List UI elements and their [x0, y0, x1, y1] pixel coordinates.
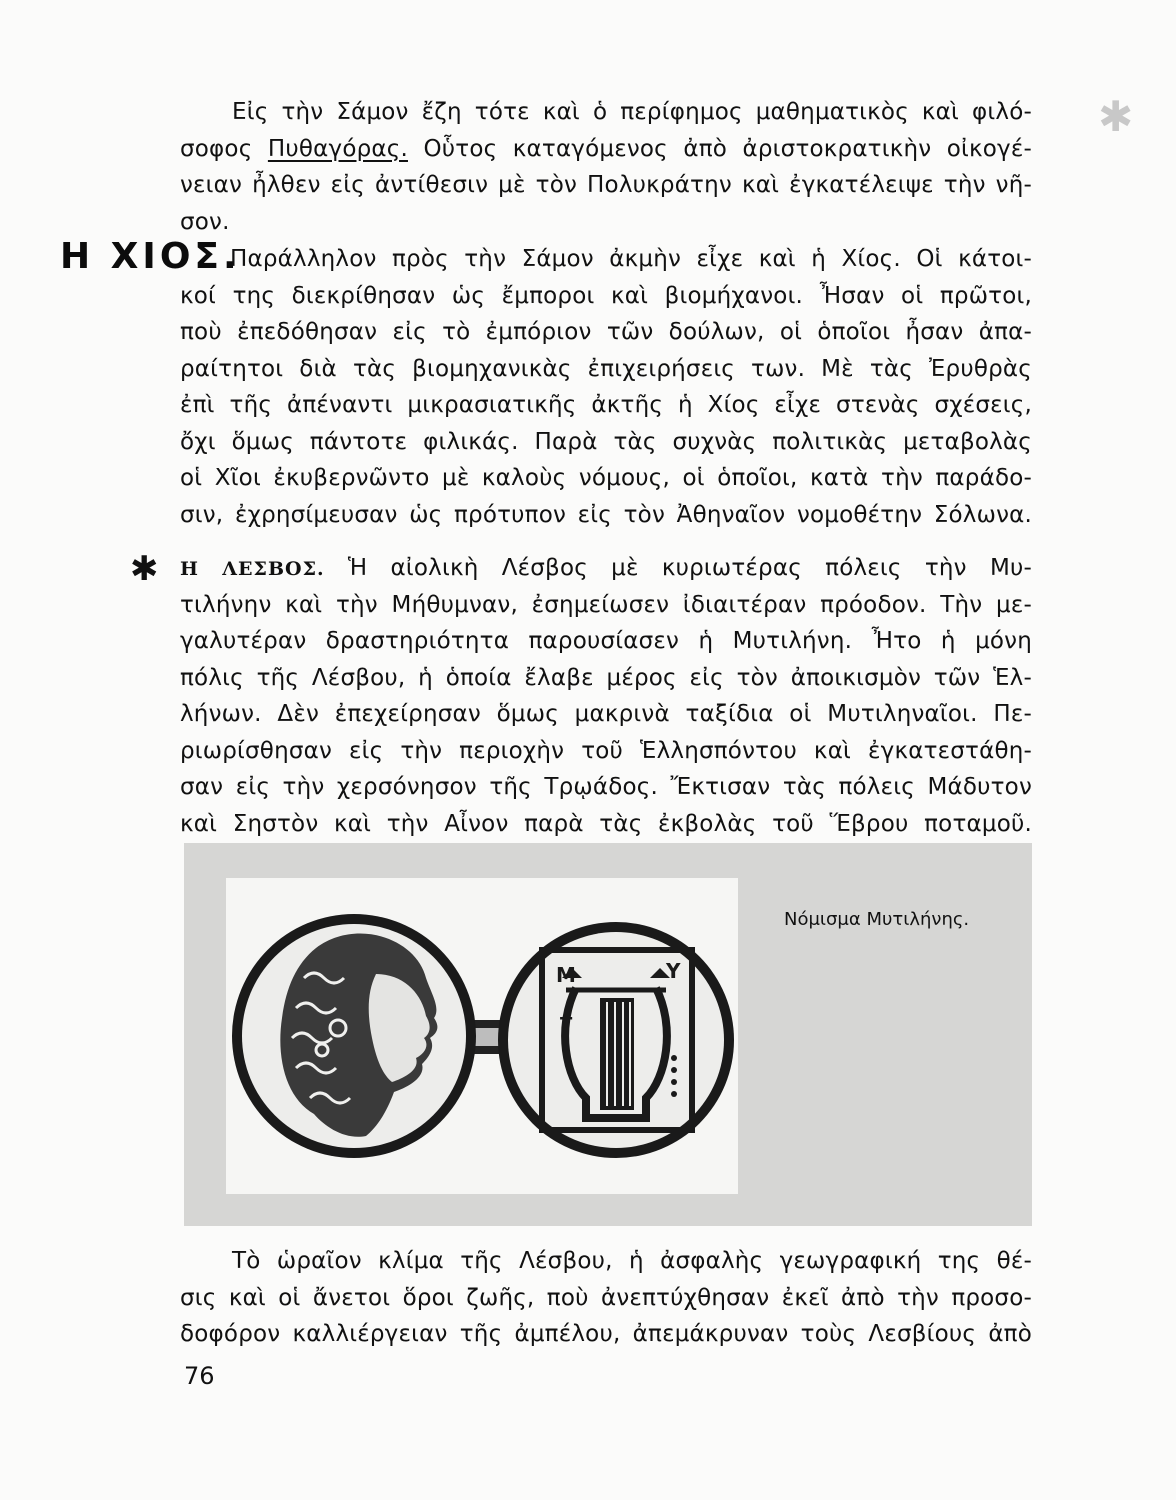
text-line: Παράλληλον πρὸς τὴν Σάμον ἀκμὴν εἶχε καὶ ἡ Χίος. Οἱ κάτοι- [230, 246, 1032, 272]
text-line: σιν, ἐχρησίμευσαν ὡς πρότυπον εἰς τὸν Ἀθηναῖον νομοθέτην Σόλωνα. [180, 501, 1032, 528]
paragraph-samos [180, 94, 1032, 240]
text-line: καὶ Σηστὸν καὶ τὴν Αἶνον παρὰ τὰς ἐκβολὰς τοῦ Ἕβρου ποταμοῦ. [180, 810, 1032, 837]
coin-obverse [232, 914, 476, 1158]
text-line: ἐπὶ τῆς ἀπέναντι μικρασιατικῆς ἀκτῆς ἡ Χίος εἶχε στενὰς σχέσεις, [180, 392, 1032, 418]
text-line: κοί της διεκρίθησαν ὡς ἔμποροι καὶ βιομήχανοι. Ἦσαν οἱ πρῶτοι, [180, 282, 1032, 309]
lesvos-heading: Η ΛΕΣΒΟΣ. [180, 558, 325, 580]
coin-reverse [498, 922, 734, 1158]
coin-inscription-left: Μ [556, 963, 576, 987]
underlined-name-pythagoras: Πυθαγόρας. [267, 135, 408, 162]
text-line: ραίτητοι διὰ τὰς βιομηχανικὰς ἐπιχειρήσεις των. Μὲ τὰς Ἐρυθρὰς [180, 355, 1032, 382]
text-line: δοφόρον καλλιέργειαν τῆς ἀμπέλου, ἀπεμάκρυναν τοὺς Λεσβίους ἀπὸ [180, 1321, 1032, 1347]
text-line: σις καὶ οἱ ἄνετοι ὅροι ζωῆς, ποὺ ἀνεπτύχθησαν ἐκεῖ ἀπὸ τὴν προσο- [180, 1284, 1032, 1311]
text-line: Εἰς τὴν Σάμον ἔζη τότε καὶ ὁ περίφημος μαθηματικὸς καὶ φιλό- [232, 99, 1032, 125]
coin-figure [184, 843, 1032, 1226]
paragraph-chios [230, 241, 1032, 278]
chios-handwritten-heading: Η ΧΙΟΣ. [60, 236, 241, 277]
page-number: 76 [184, 1362, 215, 1390]
star-mark-icon: ✱ [130, 549, 159, 589]
paragraph-lesvos-body [180, 587, 1032, 843]
text-line: Η ΛΕΣΒΟΣ. Ἡ αἰολικὴ Λέσβος μὲ κυριωτέρας πόλεις τὴν Μυ- [180, 555, 1032, 581]
text-line: οἱ Χῖοι ἐκυβερνῶντο μὲ καλοὺς νόμους, οἱ ὁποῖοι, κατὰ τὴν παράδο- [180, 465, 1032, 491]
text-line: λήνων. Δὲν ἐπεχείρησαν ὅμως μακρινὰ ταξίδια οἱ Μυτιληναῖοι. Πε- [180, 701, 1032, 727]
figure-caption: Νόμισμα Μυτιλήνης. [784, 909, 970, 930]
text-line: σαν εἰς τὴν χερσόνησον τῆς Τρῳάδος. Ἔκτισαν τὰς πόλεις Μάδυτον [180, 774, 1032, 800]
text-line: Τὸ ὡραῖον κλίμα τῆς Λέσβου, ἡ ἀσφαλὴς γεωγραφική της θέ- [232, 1248, 1032, 1274]
text-line: ποὺ ἐπεδόθησαν εἰς τὸ ἐμπόριον τῶν δούλων, οἱ ὁποῖοι ἦσαν ἀπα- [180, 319, 1032, 345]
coin-inscription-right: Υ [666, 959, 681, 983]
coin-image-panel [226, 878, 738, 1194]
text-line: ριωρίσθησαν εἰς τὴν περιοχὴν τοῦ Ἑλλησπόντου καὶ ἐγκατεστάθη- [180, 737, 1032, 764]
coin-illustration [226, 878, 738, 1194]
text-line: τιλήνην καὶ τὴν Μήθυμναν, ἐσημείωσεν ἰδιαιτέραν πρόοδον. Τὴν με- [180, 591, 1032, 618]
paragraph-chios-body [180, 278, 1032, 534]
coin-inscription-left-lower: Τ [560, 1014, 573, 1035]
text-line-2: σοφος Πυθαγόρας. Οὗτος καταγόμενος ἀπὸ ἀριστοκρατικὴν οἰκογέ- [180, 135, 1032, 162]
text-line: σον. [180, 208, 230, 235]
text-line: ὄχι ὅμως πάντοτε φιλικάς. Παρὰ τὰς συχνὰς πολιτικὰς μεταβολὰς [180, 428, 1032, 455]
paragraph-climate [180, 1243, 1032, 1353]
text-line: πόλις τῆς Λέσβου, ἡ ὁποία ἔλαβε μέρος εἰς τὸν ἀποικισμὸν τῶν Ἑλ- [180, 664, 1032, 691]
text-line: γαλυτέραν δραστηριότητα παρουσίασεν ἡ Μυτιλήνη. Ἦτο ἡ μόνη [180, 628, 1032, 654]
faint-star-mark-icon: ✱ [1098, 92, 1134, 141]
paragraph-lesvos-heading-line [180, 550, 1032, 588]
text-line-with-underline [180, 131, 1032, 168]
text-line: νειαν ἦλθεν εἰς ἀντίθεσιν μὲ τὸν Πολυκράτην καὶ ἐγκατέλειψε τὴν νῆ- [180, 172, 1032, 198]
